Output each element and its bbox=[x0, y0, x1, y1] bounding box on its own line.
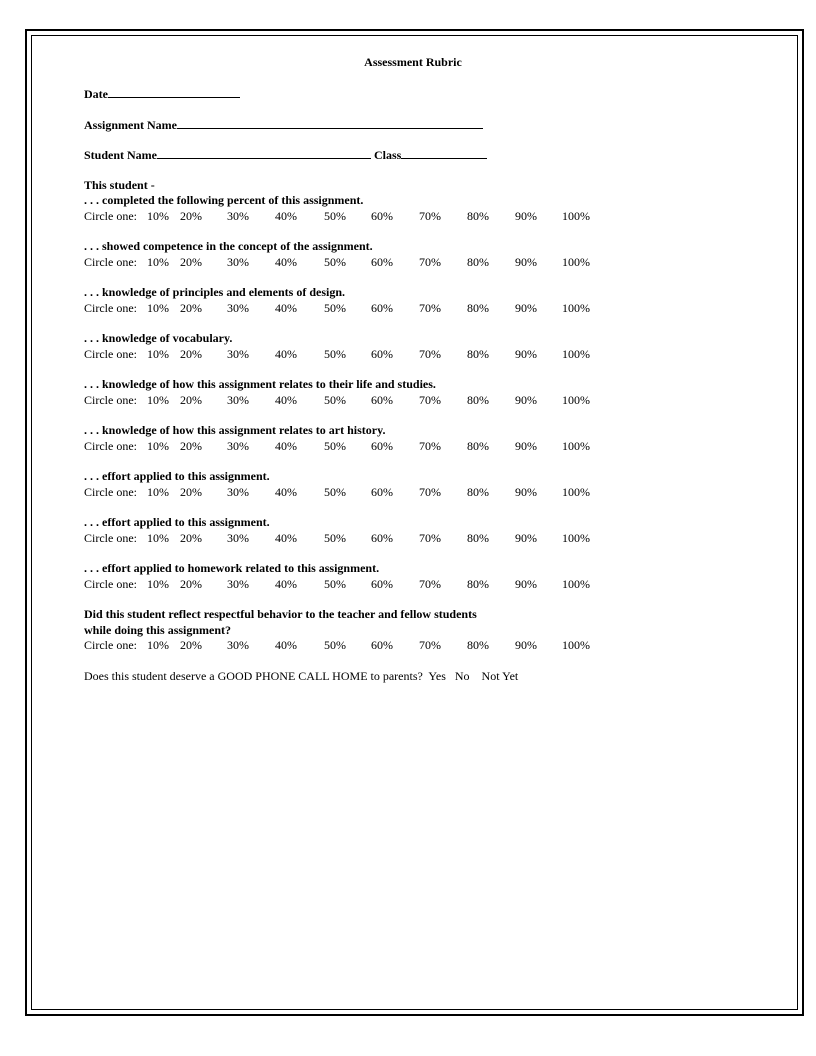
option-100-percent[interactable]: 100% bbox=[562, 577, 590, 591]
behavior-question-line2: while doing this assignment? bbox=[84, 623, 232, 637]
option-90-percent[interactable]: 90% bbox=[515, 531, 537, 545]
option-60-percent[interactable]: 60% bbox=[371, 485, 393, 499]
option-90-percent[interactable]: 90% bbox=[515, 577, 537, 591]
option-30-percent[interactable]: 30% bbox=[227, 393, 249, 407]
student-class-field bbox=[84, 147, 487, 163]
option-70-percent[interactable]: 70% bbox=[419, 209, 441, 223]
student-name-blank[interactable] bbox=[157, 147, 371, 159]
assignment-name-blank[interactable] bbox=[177, 117, 483, 129]
option-40-percent[interactable]: 40% bbox=[275, 577, 297, 591]
option-90-percent[interactable]: 90% bbox=[515, 393, 537, 407]
option-90-percent[interactable]: 90% bbox=[515, 439, 537, 453]
option-50-percent[interactable]: 50% bbox=[324, 393, 346, 407]
option-60-percent[interactable]: 60% bbox=[371, 531, 393, 545]
option-20-percent[interactable]: 20% bbox=[180, 255, 202, 269]
option-60-percent[interactable]: 60% bbox=[371, 393, 393, 407]
option-10-percent[interactable]: 10% bbox=[147, 255, 169, 269]
option-60-percent[interactable]: 60% bbox=[371, 439, 393, 453]
option-80-percent[interactable]: 80% bbox=[467, 531, 489, 545]
option-40-percent[interactable]: 40% bbox=[275, 439, 297, 453]
option-30-percent[interactable]: 30% bbox=[227, 209, 249, 223]
option-60-percent[interactable]: 60% bbox=[371, 638, 393, 652]
option-70-percent[interactable]: 70% bbox=[419, 393, 441, 407]
circle-one-label: Circle one: bbox=[84, 485, 137, 499]
option-80-percent[interactable]: 80% bbox=[467, 485, 489, 499]
option-40-percent[interactable]: 40% bbox=[275, 638, 297, 652]
option-20-percent[interactable]: 20% bbox=[180, 577, 202, 591]
option-90-percent[interactable]: 90% bbox=[515, 301, 537, 315]
question-4: . . . knowledge of vocabulary. bbox=[84, 331, 233, 345]
option-100-percent[interactable]: 100% bbox=[562, 347, 590, 361]
option-40-percent[interactable]: 40% bbox=[275, 531, 297, 545]
option-10-percent[interactable]: 10% bbox=[147, 209, 169, 223]
question-8: . . . effort applied to this assignment. bbox=[84, 515, 270, 529]
student-name-label: Student Name bbox=[84, 148, 158, 162]
date-field bbox=[84, 86, 240, 102]
option-20-percent[interactable]: 20% bbox=[180, 301, 202, 315]
option-20-percent[interactable]: 20% bbox=[180, 531, 202, 545]
option-10-percent[interactable]: 10% bbox=[147, 439, 169, 453]
option-30-percent[interactable]: 30% bbox=[227, 255, 249, 269]
option-10-percent[interactable]: 10% bbox=[147, 301, 169, 315]
option-10-percent[interactable]: 10% bbox=[147, 577, 169, 591]
option-60-percent[interactable]: 60% bbox=[371, 577, 393, 591]
option-60-percent[interactable]: 60% bbox=[371, 301, 393, 315]
option-80-percent[interactable]: 80% bbox=[467, 255, 489, 269]
option-20-percent[interactable]: 20% bbox=[180, 209, 202, 223]
option-70-percent[interactable]: 70% bbox=[419, 485, 441, 499]
option-20-percent[interactable]: 20% bbox=[180, 439, 202, 453]
option-40-percent[interactable]: 40% bbox=[275, 209, 297, 223]
option-10-percent[interactable]: 10% bbox=[147, 638, 169, 652]
circle-options-row bbox=[84, 638, 644, 652]
option-40-percent[interactable]: 40% bbox=[275, 255, 297, 269]
option-70-percent[interactable]: 70% bbox=[419, 255, 441, 269]
circle-options-row bbox=[84, 577, 644, 591]
option-70-percent[interactable]: 70% bbox=[419, 577, 441, 591]
option-20-percent[interactable]: 20% bbox=[180, 393, 202, 407]
circle-one-label: Circle one: bbox=[84, 255, 137, 269]
circle-options-row bbox=[84, 255, 644, 269]
option-80-percent[interactable]: 80% bbox=[467, 638, 489, 652]
option-80-percent[interactable]: 80% bbox=[467, 301, 489, 315]
circle-options-row bbox=[84, 439, 644, 453]
date-blank[interactable] bbox=[108, 86, 240, 98]
question-6: . . . knowledge of how this assignment relates to art history. bbox=[84, 423, 386, 437]
circle-one-label: Circle one: bbox=[84, 209, 137, 223]
option-30-percent[interactable]: 30% bbox=[227, 439, 249, 453]
phone-call-question: Does this student deserve a GOOD PHONE CALL HOME to parents? bbox=[84, 669, 423, 683]
option-30-percent[interactable]: 30% bbox=[227, 347, 249, 361]
option-50-percent[interactable]: 50% bbox=[324, 485, 346, 499]
option-70-percent[interactable]: 70% bbox=[419, 301, 441, 315]
option-30-percent[interactable]: 30% bbox=[227, 638, 249, 652]
option-30-percent[interactable]: 30% bbox=[227, 531, 249, 545]
circle-options-row bbox=[84, 531, 644, 545]
option-60-percent[interactable]: 60% bbox=[371, 255, 393, 269]
option-100-percent[interactable]: 100% bbox=[562, 301, 590, 315]
circle-one-label: Circle one: bbox=[84, 439, 137, 453]
option-10-percent[interactable]: 10% bbox=[147, 531, 169, 545]
phone-call-no[interactable]: No bbox=[454, 669, 470, 683]
option-90-percent[interactable]: 90% bbox=[515, 255, 537, 269]
option-100-percent[interactable]: 100% bbox=[562, 439, 590, 453]
class-label: Class bbox=[374, 148, 402, 162]
phone-call-question-row bbox=[84, 669, 518, 684]
option-30-percent[interactable]: 30% bbox=[227, 577, 249, 591]
option-50-percent[interactable]: 50% bbox=[324, 209, 346, 223]
option-60-percent[interactable]: 60% bbox=[371, 209, 393, 223]
circle-options-row bbox=[84, 347, 644, 361]
circle-one-label: Circle one: bbox=[84, 531, 137, 545]
class-blank[interactable] bbox=[401, 147, 487, 159]
option-90-percent[interactable]: 90% bbox=[515, 347, 537, 361]
option-10-percent[interactable]: 10% bbox=[147, 393, 169, 407]
option-20-percent[interactable]: 20% bbox=[180, 347, 202, 361]
assignment-name-label: Assignment Name bbox=[84, 118, 177, 132]
phone-call-not-yet[interactable]: Not Yet bbox=[481, 669, 519, 683]
phone-call-yes[interactable]: Yes bbox=[428, 669, 446, 683]
assignment-name-field bbox=[84, 117, 483, 133]
option-50-percent[interactable]: 50% bbox=[324, 638, 346, 652]
option-60-percent[interactable]: 60% bbox=[371, 347, 393, 361]
question-7: . . . effort applied to this assignment. bbox=[84, 469, 270, 483]
behavior-question-line1: Did this student reflect respectful behavior to the teacher and fellow students bbox=[84, 607, 477, 621]
option-90-percent[interactable]: 90% bbox=[515, 485, 537, 499]
option-70-percent[interactable]: 70% bbox=[419, 531, 441, 545]
option-50-percent[interactable]: 50% bbox=[324, 301, 346, 315]
option-100-percent[interactable]: 100% bbox=[562, 485, 590, 499]
page-title: Assessment Rubric bbox=[364, 55, 462, 69]
option-10-percent[interactable]: 10% bbox=[147, 347, 169, 361]
option-30-percent[interactable]: 30% bbox=[227, 485, 249, 499]
option-90-percent[interactable]: 90% bbox=[515, 209, 537, 223]
circle-one-label: Circle one: bbox=[84, 577, 137, 591]
option-10-percent[interactable]: 10% bbox=[147, 485, 169, 499]
option-70-percent[interactable]: 70% bbox=[419, 347, 441, 361]
option-40-percent[interactable]: 40% bbox=[275, 393, 297, 407]
option-80-percent[interactable]: 80% bbox=[467, 393, 489, 407]
option-100-percent[interactable]: 100% bbox=[562, 209, 590, 223]
question-1: . . . completed the following percent of this assignment. bbox=[84, 193, 364, 207]
option-50-percent[interactable]: 50% bbox=[324, 439, 346, 453]
question-3: . . . knowledge of principles and elements of design. bbox=[84, 285, 346, 299]
circle-one-label: Circle one: bbox=[84, 347, 137, 361]
circle-one-label: Circle one: bbox=[84, 393, 137, 407]
option-40-percent[interactable]: 40% bbox=[275, 301, 297, 315]
intro-text: This student - bbox=[84, 178, 155, 192]
option-80-percent[interactable]: 80% bbox=[467, 347, 489, 361]
option-100-percent[interactable]: 100% bbox=[562, 638, 590, 652]
question-9: . . . effort applied to homework related to this assignment. bbox=[84, 561, 380, 575]
circle-options-row bbox=[84, 485, 644, 499]
question-2: . . . showed competence in the concept of the assignment. bbox=[84, 239, 373, 253]
option-70-percent[interactable]: 70% bbox=[419, 638, 441, 652]
circle-one-label: Circle one: bbox=[84, 638, 137, 652]
option-50-percent[interactable]: 50% bbox=[324, 577, 346, 591]
option-100-percent[interactable]: 100% bbox=[562, 255, 590, 269]
circle-options-row bbox=[84, 209, 644, 223]
option-50-percent[interactable]: 50% bbox=[324, 255, 346, 269]
option-20-percent[interactable]: 20% bbox=[180, 638, 202, 652]
option-40-percent[interactable]: 40% bbox=[275, 485, 297, 499]
option-80-percent[interactable]: 80% bbox=[467, 577, 489, 591]
option-80-percent[interactable]: 80% bbox=[467, 209, 489, 223]
circle-one-label: Circle one: bbox=[84, 301, 137, 315]
option-80-percent[interactable]: 80% bbox=[467, 439, 489, 453]
option-40-percent[interactable]: 40% bbox=[275, 347, 297, 361]
option-100-percent[interactable]: 100% bbox=[562, 393, 590, 407]
option-30-percent[interactable]: 30% bbox=[227, 301, 249, 315]
question-5: . . . knowledge of how this assignment relates to their life and studies. bbox=[84, 377, 436, 391]
date-label: Date bbox=[84, 87, 108, 101]
circle-options-row bbox=[84, 301, 644, 315]
option-20-percent[interactable]: 20% bbox=[180, 485, 202, 499]
option-90-percent[interactable]: 90% bbox=[515, 638, 537, 652]
option-70-percent[interactable]: 70% bbox=[419, 439, 441, 453]
circle-options-row bbox=[84, 393, 644, 407]
option-50-percent[interactable]: 50% bbox=[324, 347, 346, 361]
option-100-percent[interactable]: 100% bbox=[562, 531, 590, 545]
option-50-percent[interactable]: 50% bbox=[324, 531, 346, 545]
